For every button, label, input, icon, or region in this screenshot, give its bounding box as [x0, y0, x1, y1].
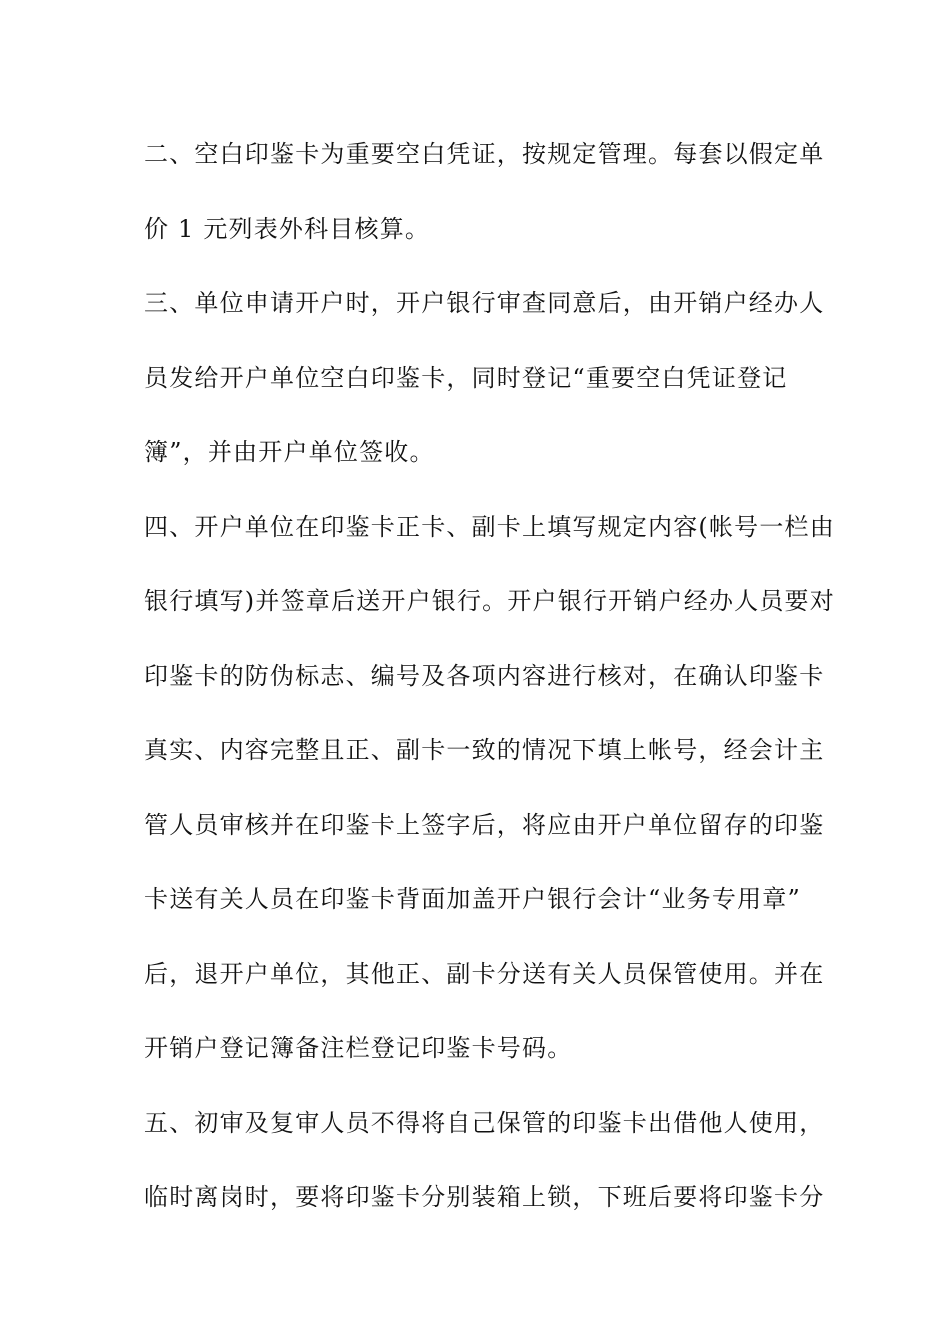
text-line: 价 1 元列表外科目核算。: [144, 214, 431, 243]
text-line: 卡送有关人员在印鉴卡背面加盖开户银行会计“业务专用章”: [144, 885, 801, 913]
text-line: 五、初审及复审人员不得将自己保管的印鉴卡出借他人使用，: [144, 1108, 825, 1137]
text-line: 银行填写)并签章后送开户银行。开户银行开销户经办人员要对: [144, 587, 835, 615]
text-line: 印鉴卡的防伪标志、编号及各项内容进行核对，在确认印鉴卡: [144, 661, 825, 690]
text-line: 二、空白印鉴卡为重要空白凭证，按规定管理。每套以假定单: [144, 140, 825, 168]
text-line: 三、单位申请开户时，开户银行审查同意后，由开销户经办人: [144, 289, 825, 317]
text-line: 开销户登记簿备注栏登记印鉴卡号码。: [144, 1034, 573, 1062]
text-line: 四、开户单位在印鉴卡正卡、副卡上填写规定内容(帐号一栏由: [144, 512, 835, 541]
document-body: [144, 130, 835, 1248]
text-line: 临时离岗时，要将印鉴卡分别装箱上锁，下班后要将印鉴卡分: [144, 1183, 825, 1211]
text-line: 管人员审核并在印鉴卡上签字后，将应由开户单位留存的印鉴: [144, 810, 825, 839]
text-line: 真实、内容完整且正、副卡一致的情况下填上帐号，经会计主: [144, 736, 825, 764]
text-line: 簿”，并由开户单位签收。: [144, 438, 435, 466]
text-line: 员发给开户单位空白印鉴卡，同时登记“重要空白凭证登记: [144, 363, 788, 392]
text-line: 后，退开户单位，其他正、副卡分送有关人员保管使用。并在: [144, 959, 825, 988]
